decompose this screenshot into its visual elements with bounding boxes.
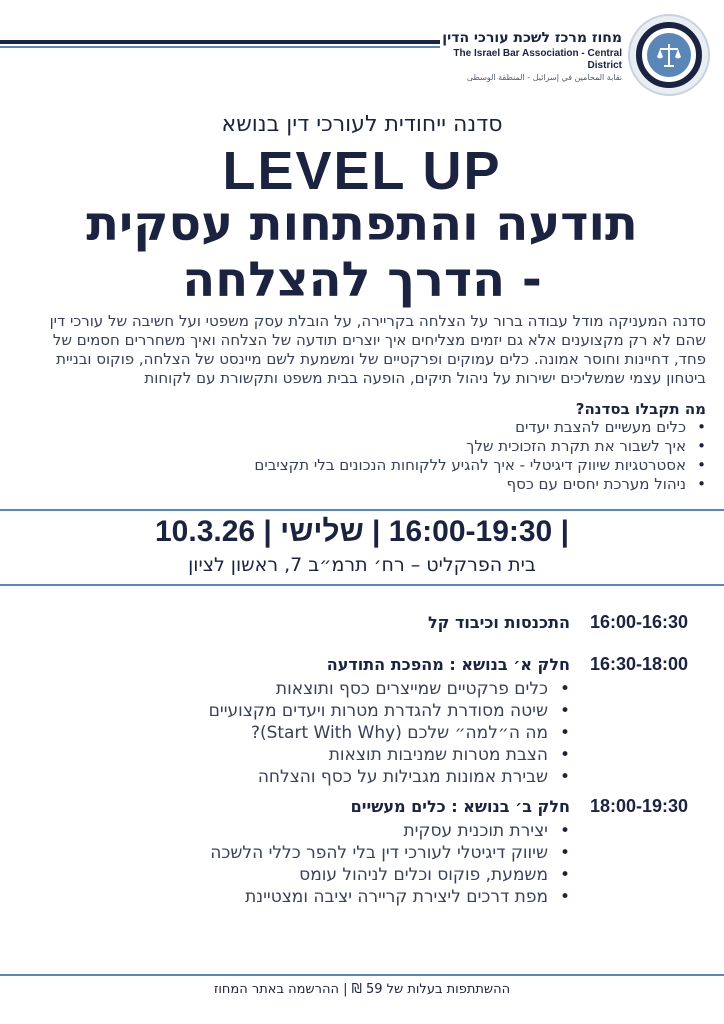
list-item: • שיטה מסודרת להגדרת מטרות ויעדים מקצועיים <box>120 700 570 722</box>
benefits-list <box>18 418 706 494</box>
benefits-heading: מה תקבלו בסדנה? <box>575 400 706 418</box>
scales-of-justice-icon <box>654 40 684 70</box>
organization-name-english: The Israel Bar Association - Central District <box>453 48 622 71</box>
agenda-time: 16:30-18:00 <box>590 654 689 674</box>
agenda-time: 18:00-19:30 <box>590 796 689 816</box>
list-item: • משמעת, פוקוס וכלים לניהול עומס <box>120 864 570 886</box>
workshop-kicker: סדנה ייחודית לעורכי דין בנושא <box>221 112 503 137</box>
workshop-description: סדנה המעניקה מודל עבודה ברור על הצלחה בקריירה, על הובלת עסק משפטי ועל חשיבה של עורכי דין שהם לא רק מקצוענים אלא גם יזמים מצליחים איך יוצרים תודעה של הצלחה ואיך משחררים חסמים של פחד, דחיינות וחוסר אמונה. כלים עמוקים ופרקטיים של ומשמעת לשם מיינסט של הצלחה, פוקוס ובניית ביטחון עצמי שמשליכים ישירות על ניהול תיקים, הופעה בבית משפט ותקשורת עם לקוחות <box>49 312 706 387</box>
list-item: • שיווק דיגיטלי לעורכי דין בלי להפר כללי הלשכה <box>120 842 570 864</box>
title-hebrew <box>0 196 724 308</box>
session-title: התכנסות וכיבוד קל <box>427 613 570 632</box>
list-item: • ניהול מערכת יחסים עם כסף <box>18 475 706 494</box>
bar-association-logo <box>628 14 710 96</box>
list-item: • שבירת אמונות מגבילות על כסף והצלחה <box>120 766 570 788</box>
divider <box>0 509 724 511</box>
agenda-time: 16:00-16:30 <box>590 612 689 632</box>
list-item: • כלים מעשיים להצבת יעדים <box>18 418 706 437</box>
list-item: • כלים פרקטיים שמייצרים כסף ותוצאות <box>120 678 570 700</box>
organization-name-arabic: نقابة المحامين في إسرائيل - المنطقة الوسطى <box>466 73 622 82</box>
divider <box>0 974 724 976</box>
organization-name-hebrew: מחוז מרכז לשכת עורכי הדין <box>442 30 622 46</box>
title-line-2: תודעה והתפתחות עסקית <box>86 196 638 252</box>
list-item: • מפת דרכים ליצירת קריירה יציבה ומצטיינת <box>120 886 570 908</box>
session-items <box>120 820 570 908</box>
registration-footer: ההשתתפות בעלות של 59 ₪ | ההרשמה באתר המחוז <box>213 982 511 997</box>
session-items <box>120 678 570 788</box>
header-rule <box>0 40 440 44</box>
divider <box>0 584 724 586</box>
agenda-session <box>120 654 570 788</box>
list-item: • איך לשבור את תקרת הזכוכית שלך <box>18 437 706 456</box>
event-venue: בית הפרקליט – רח׳ תרמ״ב 7, ראשון לציון <box>188 554 536 576</box>
session-title: חלק א׳ בנושא : מהפכת התודעה <box>326 655 570 674</box>
event-date-time: | 16:00-19:30 | שלישי | 10.3.26 <box>155 515 569 548</box>
list-item: • מה ה״למה״ שלכם (Start With Why)? <box>120 722 570 744</box>
agenda-session <box>120 796 570 908</box>
title-line-3: - הדרך להצלחה <box>182 252 542 308</box>
title-level-up: LEVEL UP <box>222 141 502 201</box>
header-accent-rule <box>0 46 440 48</box>
list-item: • הצבת מטרות שמניבות תוצאות <box>120 744 570 766</box>
session-title: חלק ב׳ בנושא : כלים מעשיים <box>350 797 570 816</box>
list-item: • יצירת תוכנית עסקית <box>120 820 570 842</box>
list-item: • אסטרטגיות שיווק דיגיטלי - איך להגיע ללקוחות הנכונים בלי תקציבים <box>18 456 706 475</box>
agenda-session <box>120 612 570 634</box>
organization-block <box>430 30 622 83</box>
